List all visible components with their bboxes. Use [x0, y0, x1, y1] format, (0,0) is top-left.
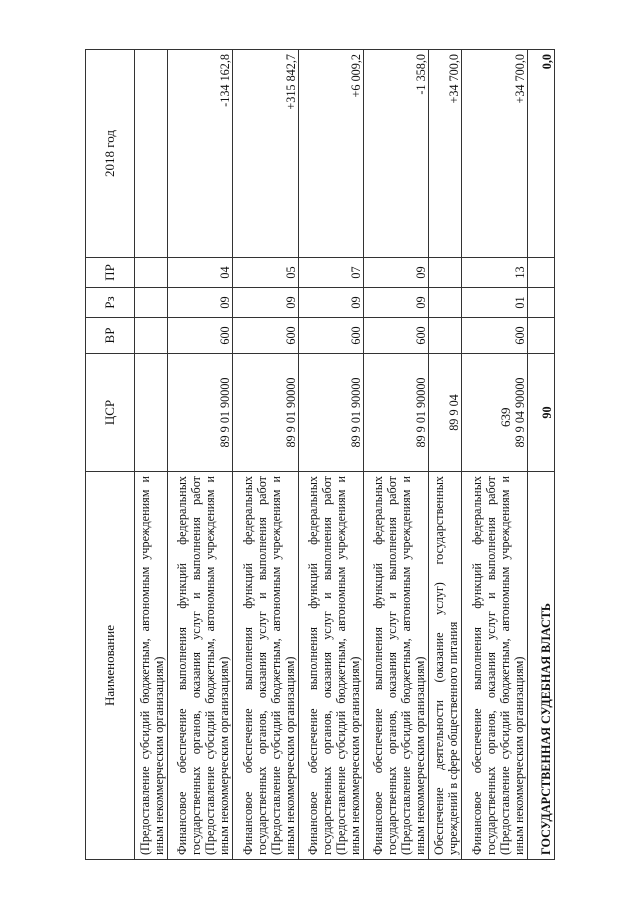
row-pr-cell: 05	[233, 258, 298, 288]
row-csr-cell: 89 9 04 90000	[462, 354, 527, 472]
row-vr-cell	[527, 318, 554, 354]
row-rz-cell: 01	[462, 288, 527, 318]
row-vr-cell: 600	[462, 318, 527, 354]
row-name-cell: Обеспечение деятельности (оказание услуг) государственных учреждений в сфере общественного питания	[429, 472, 462, 860]
row-csr-cell: 89 9 01 90000	[363, 354, 428, 472]
table-row	[233, 50, 298, 860]
header-vr: ВР	[86, 318, 135, 354]
row-rz-cell	[429, 288, 462, 318]
row-name-cell: Финансовое обеспечение выполнения функций федеральных государственных органов, оказания услуг и выполнения работ (Предоставление субсидий бюджетным, автономным учреждениям и иным некоммерческим организациям)	[363, 472, 428, 860]
row-pr-cell: 04	[167, 258, 232, 288]
row-vr-cell	[429, 318, 462, 354]
row-rz-cell	[135, 288, 168, 318]
row-pr-cell	[429, 258, 462, 288]
row-vr-cell: 600	[233, 318, 298, 354]
row-rz-cell: 09	[298, 288, 363, 318]
rotated-table-wrapper	[85, 50, 555, 860]
header-rz: Рз	[86, 288, 135, 318]
row-rz-cell: 09	[363, 288, 428, 318]
budget-table	[85, 49, 555, 860]
row-name-cell: (Предоставление субсидий бюджетным, автономным учреждениям и иным некоммерческим организациям)	[135, 472, 168, 860]
row-vr-cell: 600	[298, 318, 363, 354]
row-value-cell: -1 358,0	[363, 50, 428, 258]
row-value-cell: -134 162,8	[167, 50, 232, 258]
table-body	[135, 50, 555, 860]
table-row	[167, 50, 232, 860]
row-pr-cell: 09	[363, 258, 428, 288]
row-rz-cell: 09	[233, 288, 298, 318]
row-pr-cell: 07	[298, 258, 363, 288]
row-pr-cell	[527, 258, 554, 288]
row-name-cell: ГОСУДАРСТВЕННАЯ СУДЕБНАЯ ВЛАСТЬ	[527, 472, 554, 860]
row-name-cell: Финансовое обеспечение выполнения функций федеральных государственных органов, оказания услуг и выполнения работ (Предоставление субсидий бюджетным, автономным учреждениям и иным некоммерческим организациям)	[233, 472, 298, 860]
row-value-cell: +34 700,0	[462, 50, 527, 258]
row-pr-cell: 13	[462, 258, 527, 288]
table-row	[462, 50, 527, 860]
row-csr-cell: 89 9 04	[429, 354, 462, 472]
table-row	[298, 50, 363, 860]
row-value-cell: 0,0	[527, 50, 554, 258]
row-rz-cell: 09	[167, 288, 232, 318]
row-value-cell: +6 009,2	[298, 50, 363, 258]
table-row	[363, 50, 428, 860]
table-row	[135, 50, 168, 860]
row-value-cell: +34 700,0	[429, 50, 462, 258]
row-vr-cell: 600	[363, 318, 428, 354]
row-vr-cell	[135, 318, 168, 354]
row-rz-cell	[527, 288, 554, 318]
row-csr-cell	[135, 354, 168, 472]
row-value-cell	[135, 50, 168, 258]
row-pr-cell	[135, 258, 168, 288]
row-csr-cell: 89 9 01 90000	[233, 354, 298, 472]
header-csr: ЦСР	[86, 354, 135, 472]
page-number: 639	[498, 407, 513, 427]
row-csr-cell: 89 9 01 90000	[167, 354, 232, 472]
row-name-cell: Финансовое обеспечение выполнения функций федеральных государственных органов, оказания услуг и выполнения работ (Предоставление субсидий бюджетным, автономным учреждениям и иным некоммерческим организациям)	[298, 472, 363, 860]
header-name: Наименование	[86, 472, 135, 860]
row-csr-cell: 90	[527, 354, 554, 472]
row-csr-cell: 89 9 01 90000	[298, 354, 363, 472]
row-name-cell: Финансовое обеспечение выполнения функций федеральных государственных органов, оказания услуг и выполнения работ (Предоставление субсидий бюджетным, автономным учреждениям и иным некоммерческим организациям)	[167, 472, 232, 860]
row-value-cell: +315 842,7	[233, 50, 298, 258]
row-name-cell: Финансовое обеспечение выполнения функций федеральных государственных органов, оказания услуг и выполнения работ (Предоставление субсидий бюджетным, автономным учреждениям и иным некоммерческим организациям)	[462, 472, 527, 860]
table-row	[527, 50, 554, 860]
row-vr-cell: 600	[167, 318, 232, 354]
header-row	[86, 50, 135, 860]
header-pr: ПР	[86, 258, 135, 288]
table-row	[429, 50, 462, 860]
header-year: 2018 год	[86, 50, 135, 258]
